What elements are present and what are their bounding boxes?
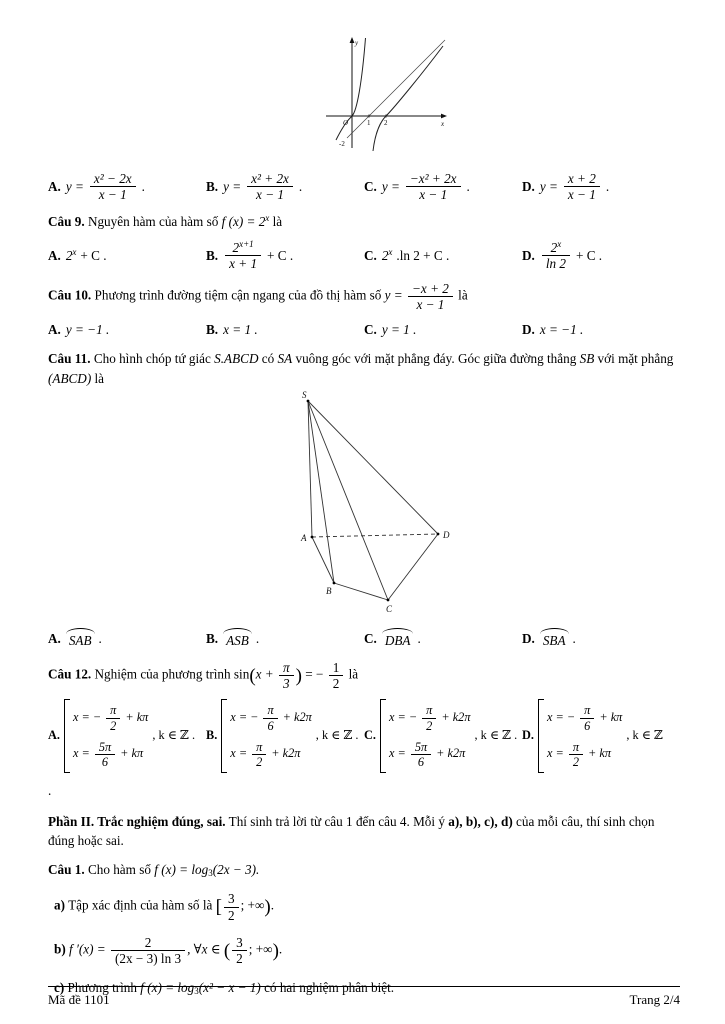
fraction: $\frac{5\pi}{6}$ [411,740,431,769]
math-lhs: y = [539,179,558,195]
part-instructions-bold: a), b), c), d) [448,814,513,830]
option-12B [206,699,364,773]
log-base: 3 [194,986,199,997]
fraction-denominator: x − 1 [419,187,448,203]
question-text: là [458,287,468,303]
edge-AD-dashed [312,534,438,537]
option-label: B. [206,247,219,263]
case-row: x = $\frac{5\pi}{6}$ + kπ [72,739,144,769]
math-expression: (ABCD) [48,370,92,386]
math-expression: x + [255,666,274,682]
option-label: C. [364,247,377,263]
vertex-B [333,581,336,584]
fraction [329,660,344,691]
fraction [408,281,453,312]
option-12A [48,699,206,773]
option-11C [364,628,522,650]
case-row: x = $\frac{\pi}{2}$ + k2π [230,739,301,769]
math-lhs: y = [384,287,403,303]
option-10A [48,320,206,339]
fraction-denominator: 3 [283,676,290,692]
fraction: $\frac{5\pi}{6}$ [95,740,115,769]
statement-label: c) [54,980,65,996]
statement-label: a) [54,898,65,914]
math-expression: (2x − 3). [212,862,260,878]
solution-cases [64,699,149,773]
question-number: Câu 11. [48,351,91,367]
option-label: D. [522,247,535,263]
fraction-denominator: x − 1 [416,297,445,313]
statement-label: b) [54,941,66,957]
math-tail: + C . [80,247,107,263]
math-function: sin [233,666,250,682]
question-text: Nghiệm của phương trình [94,666,231,682]
option-label: A. [48,631,61,647]
option-8D [522,171,680,202]
option-period: . [98,631,102,647]
fraction-numerator: $2^{x+1}$ [225,240,261,256]
math-expression: f (x) = log [140,980,195,996]
vertex-S [307,399,310,402]
option-period: . [417,631,421,647]
fraction-numerator: 2$^x$ [542,240,570,256]
fraction: $\frac{3}{2}$ [224,891,239,922]
vertex-S-label: S [302,390,307,400]
question-text: Nguyên hàm của hàm số [87,214,219,230]
option-label: C. [364,322,377,338]
option-label: C. [364,631,377,647]
math-expression: SB [579,351,595,367]
option-label: B. [206,631,219,647]
edge-SA [308,401,312,537]
angle-name: SBA [540,628,569,650]
statement-text: có hai nghiệm phân biệt. [264,980,395,996]
math-lhs: f ′(x) = [69,941,106,957]
fraction-numerator: −x + 2 [408,281,453,297]
fraction: $\frac{\pi}{6}$ [263,703,277,732]
option-12D [522,699,680,773]
question-text: vuông góc với mặt phẳng đáy. Góc giữa đường thẳng [295,351,577,367]
statement-b [48,935,680,966]
option-label: D. [522,179,535,195]
option-label: B. [206,179,219,195]
vertex-A-label: A [301,532,307,543]
math-tail: + C . [267,247,294,263]
vertex-D-label: D [443,529,450,540]
math-expression: f (x) = 2 [221,214,266,230]
curve-left-branch [336,38,366,140]
option-label: D. [522,728,534,743]
case-row: x = $\frac{\pi}{2}$ + kπ [546,739,611,769]
tick-1-label: 1 [367,119,371,127]
fraction-numerator: x² + 2x [247,171,293,187]
sentence-period: . [48,782,52,798]
fraction-numerator: x² − 2x [90,171,136,187]
math-expression: y = −1 . [65,322,110,338]
option-period: . [466,179,470,195]
exam-code: Mã đề 1101 [48,992,110,1008]
angle-name: ASB [223,628,252,650]
math-lhs: y = [65,179,84,195]
x-axis-label: x [441,120,445,128]
option-11D [522,628,680,650]
statement-period: . [270,898,274,914]
fraction-denominator: x + 1 [229,255,258,271]
exponent: x+1 [239,238,254,249]
question-text: có [261,351,275,367]
fraction-denominator: ln 2 [545,255,566,271]
question-text: là [94,370,105,386]
part-title: Phần II. Trắc nghiệm đúng, sai. [48,814,226,830]
option-9B [206,240,364,271]
part-instructions: của mỗi câu, thí sinh chọn đúng hoặc sai. [48,814,655,849]
tick-2-label: 2 [384,119,388,127]
math-expression: 2$^x$ [65,246,77,263]
option-label: B. [206,322,219,338]
option-period: . [572,631,576,647]
option-8B [206,171,364,202]
pyramid-figure [300,391,680,620]
fraction-denominator: 2 [332,676,340,692]
fraction: $\frac{\pi}{2}$ [106,703,120,732]
question-number: Câu 9. [48,214,85,230]
option-9A [48,246,206,265]
option-period: . [605,179,610,195]
question-text: Phương trình đường tiệm cận ngang của đồ thị hàm số [94,287,382,303]
part-instructions: Thí sinh trả lời từ câu 1 đến câu 4. Mỗi ý [228,814,445,830]
option-9C [364,246,522,265]
vertex-B-label: B [326,585,332,596]
question-text: với mặt phẳng [597,351,674,367]
fraction: $\frac{\pi}{6}$ [580,703,594,732]
edge-SD [308,401,438,534]
fraction-denominator: x − 1 [256,187,284,203]
pyramid-svg [300,391,450,615]
case-row: x = − $\frac{\pi}{6}$ + k2π [230,703,312,733]
math-condition: , ∀x ∈ [187,941,221,957]
option-8A [48,171,206,202]
question-text: Cho hàm số [87,862,151,878]
option-label: B. [206,728,218,743]
question-9 [48,212,680,231]
right-paren: ) [295,665,302,687]
solution-cases [221,699,313,773]
statement-a [48,891,680,922]
question-11-options [48,628,680,650]
statement-text: Phương trình [67,980,137,996]
part2-question-1 [48,860,680,879]
math-equals: = − [305,666,324,682]
option-label: C. [364,179,377,195]
option-period: . [298,179,303,195]
fraction-numerator: 1 [329,660,344,676]
y-axis-label: y [355,39,359,47]
edge-CD [388,534,438,600]
fraction [279,660,294,691]
option-label: A. [48,179,61,195]
vertex-C-label: C [386,603,393,614]
question-9-options [48,240,680,271]
fraction: $\frac{3}{2}$ [232,935,247,966]
exponent: x [557,238,562,249]
vertex-A [311,535,314,538]
case-row: x = − $\frac{\pi}{2}$ + k2π [388,703,471,733]
math-expression: x = −1 . [539,322,584,338]
function-graph-svg [322,34,452,152]
math-expression: S.ABCD [214,351,259,367]
option-period: . [255,631,260,647]
function-graph [322,34,680,157]
fraction [406,171,461,202]
fraction-numerator: π [279,660,294,676]
part-2-heading [48,812,680,850]
option-10B [206,320,364,339]
question-number: Câu 1. [48,862,85,878]
option-10C [364,320,522,339]
math-expression: (x² − x − 1) [198,980,261,996]
fraction-numerator: −x² + 2x [406,171,461,187]
option-label: A. [48,247,61,263]
statement-period: . [278,941,283,957]
math-expression: SA [277,351,293,367]
set-condition: , k ∈ ℤ . [152,728,196,743]
left-paren: ( [249,665,256,687]
set-condition: , k ∈ ℤ . [315,728,359,743]
fraction: $\frac{\pi}{2}$ [569,740,583,769]
fraction [564,171,600,202]
option-label: C. [364,728,376,743]
exponent: x [388,246,393,257]
statement-text: Tập xác định của hàm số là [68,898,213,914]
question-12 [48,660,680,691]
edge-SC [308,401,388,600]
tick-neg2-label: -2 [339,140,345,148]
math-expression: y = 1 . [381,322,417,338]
solution-cases [538,699,623,773]
fraction-numerator: x + 2 [564,171,600,187]
page-number: Trang 2/4 [629,992,680,1008]
case-row: x = $\frac{5\pi}{6}$ + k2π [388,739,466,769]
option-label: A. [48,728,60,743]
fraction: $\frac{\pi}{2}$ [252,740,266,769]
option-label: D. [522,631,535,647]
exponent: x [72,246,77,257]
vertex-C [387,598,390,601]
fraction [247,171,293,202]
question-number: Câu 12. [48,666,92,682]
left-bracket: [ [215,897,222,919]
interval-tail: ; +∞ [240,898,265,914]
option-10D [522,320,680,339]
option-8C [364,171,522,202]
question-10 [48,281,680,312]
question-text: Cho hình chóp tứ giác [93,351,211,367]
log-base: 3 [208,868,213,879]
y-axis-arrow [350,37,355,43]
option-11B [206,628,364,650]
option-11A [48,628,206,650]
right-paren: ) [264,897,271,919]
question-text: là [348,666,359,682]
option-9D [522,240,680,271]
math-expression: f (x) = log [154,862,209,878]
origin-label: O [343,119,349,127]
fraction: $\frac{\pi}{2}$ [422,703,436,732]
question-8-options [48,171,680,202]
left-paren: ( [223,940,231,962]
fraction [90,171,136,202]
vertex-D [437,532,440,535]
option-label: D. [522,322,535,338]
set-condition: , k ∈ ℤ [626,728,663,743]
question-10-options [48,320,680,339]
option-12C [364,699,522,773]
case-row: x = − $\frac{\pi}{6}$ + kπ [546,703,623,733]
math-tail: + C . [575,247,603,263]
question-number: Câu 10. [48,287,92,303]
fraction [542,240,570,271]
fraction [225,240,261,271]
fraction: $\frac{2}{(2x - 3) \ln 3}$ [111,935,185,966]
math-expression: x = 1 . [223,322,258,338]
edge-BC [334,583,388,600]
solution-cases [380,699,472,773]
option-label: A. [48,322,61,338]
math-expression: 2$^x$ [381,246,393,263]
option-period: . [141,179,145,195]
curve-right-branch [373,46,443,151]
question-text: là [272,214,283,230]
question-11 [48,349,680,387]
angle-name: SAB [66,628,95,650]
fraction-denominator: x − 1 [567,187,596,203]
page-footer [48,986,680,1010]
x-axis-arrow [441,114,447,119]
fraction-denominator: x − 1 [98,187,127,203]
exponent: x [265,213,270,224]
case-row: x = − $\frac{\pi}{2}$ + kπ [72,703,149,733]
math-tail: .ln 2 + C . [396,247,450,263]
question-12-options [48,699,680,773]
interval-tail: ; +∞ [248,941,273,957]
math-lhs: y = [223,179,242,195]
angle-name: DBA [382,628,414,650]
set-condition: , k ∈ ℤ . [474,728,518,743]
oblique-asymptote [347,40,445,138]
right-paren: ) [272,940,279,962]
math-lhs: y = [381,179,400,195]
